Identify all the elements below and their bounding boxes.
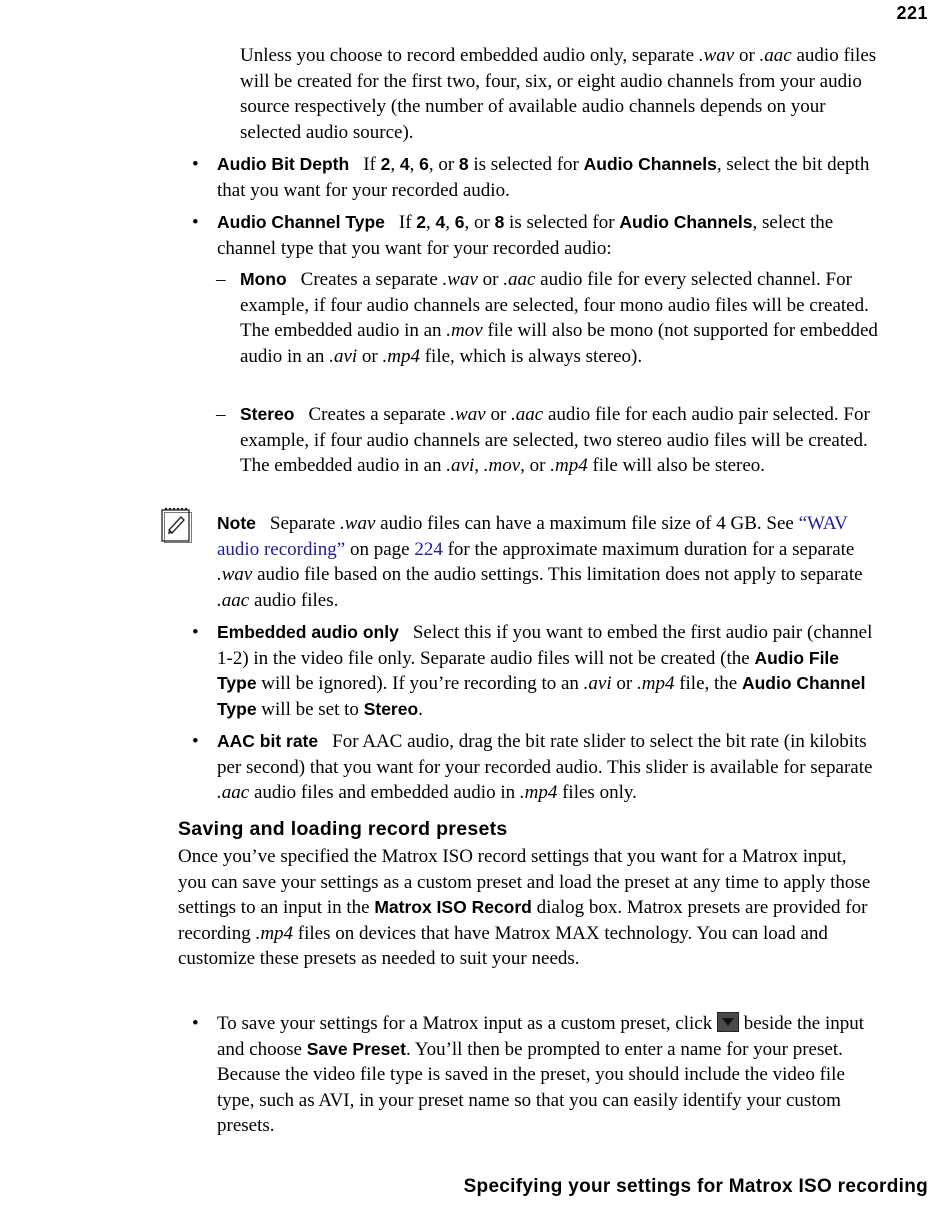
section-heading: Saving and loading record presets xyxy=(178,818,508,840)
notepad-pencil-icon xyxy=(160,505,192,543)
bullet-dot: • xyxy=(192,622,199,643)
aac-bit-rate-item: AAC bit rate For AAC audio, drag the bit rate slider to select the bit rate (in kilobits per second) that you want for your recorded audio. This slider is available for separate .aac audio files and embedded audio in .mp4 files only. xyxy=(217,731,873,804)
section-paragraph: Once you’ve specified the Matrox ISO record settings that you want for a Matrox input, you can save your settings as a custom preset and load the preset at any time to apply those settings to an input in the Matrox ISO Record dialog box. Matrox presets are provided for recording .mp4 files on devices that have Matrox MAX technology. You can load and customize these presets as needed to suit your needs. xyxy=(178,846,871,970)
dash-marker: – xyxy=(216,269,226,290)
dash-marker: – xyxy=(216,404,226,425)
audio-bit-depth-item: Audio Bit Depth If 2, 4, 6, or 8 is selected for Audio Channels, select the bit depth that you want for your recorded audio. xyxy=(217,154,870,201)
save-preset-item: To save your settings for a Matrox input as a custom preset, click beside the input and choose Save Preset. You’ll then be prompted to enter a name for your preset. Because the video file type is saved in the preset, you should include the video file type, such as AVI, in your preset name so that you can easily identify your custom presets. xyxy=(217,1013,864,1137)
bullet-dot: • xyxy=(192,1013,199,1034)
stereo-item: Stereo Creates a separate .wav or .aac audio file for each audio pair selected. For example, if four audio channels are selected, two stereo audio files will be created. The embedded audio in an .avi, .mov, or .mp4 file will also be stereo. xyxy=(240,404,870,477)
embedded-audio-item: Embedded audio only Select this if you want to embed the first audio pair (channel 1-2) in the video file only. Separate audio files will not be created (the Audio File Type will be ignored). If you’re recording to an .avi or .mp4 file, the Audio Channel Type will be set to Stereo. xyxy=(217,622,873,720)
bullet-dot: • xyxy=(192,731,199,752)
mono-item: Mono Creates a separate .wav or .aac audio file for every selected channel. For example, if four audio channels are selected, four mono audio files will be created. The embedded audio in an .mov file will also be mono (not supported for embedded audio in an .avi or .mp4 file, which is always stereo). xyxy=(240,269,878,367)
page-footer: Specifying your settings for Matrox ISO recording xyxy=(463,1176,928,1197)
intro-paragraph: Unless you choose to record embedded audio only, separate .wav or .aac audio files will be created for the first two, four, six, or eight audio channels from your audio source respectively (the number of available audio channels depends on your selected audio source). xyxy=(240,45,877,143)
bullet-dot: • xyxy=(192,212,199,233)
bullet-dot: • xyxy=(192,154,199,175)
note-paragraph: Note Separate .wav audio files can have a maximum file size of 4 GB. See “WAV audio recording” on page 224 for the approximate maximum duration for a separate .wav audio file based on the audio settings. This limitation does not apply to separate .aac audio files. xyxy=(217,513,863,611)
wav-recording-link[interactable]: “WAV audio recording” xyxy=(217,513,848,560)
page-224-link[interactable]: 224 xyxy=(414,538,443,560)
dropdown-arrow-icon xyxy=(717,1012,739,1032)
audio-channel-type-item: Audio Channel Type If 2, 4, 6, or 8 is selected for Audio Channels, select the channel type that you want for your recorded audio: xyxy=(217,212,834,259)
page-number: 221 xyxy=(896,3,928,23)
